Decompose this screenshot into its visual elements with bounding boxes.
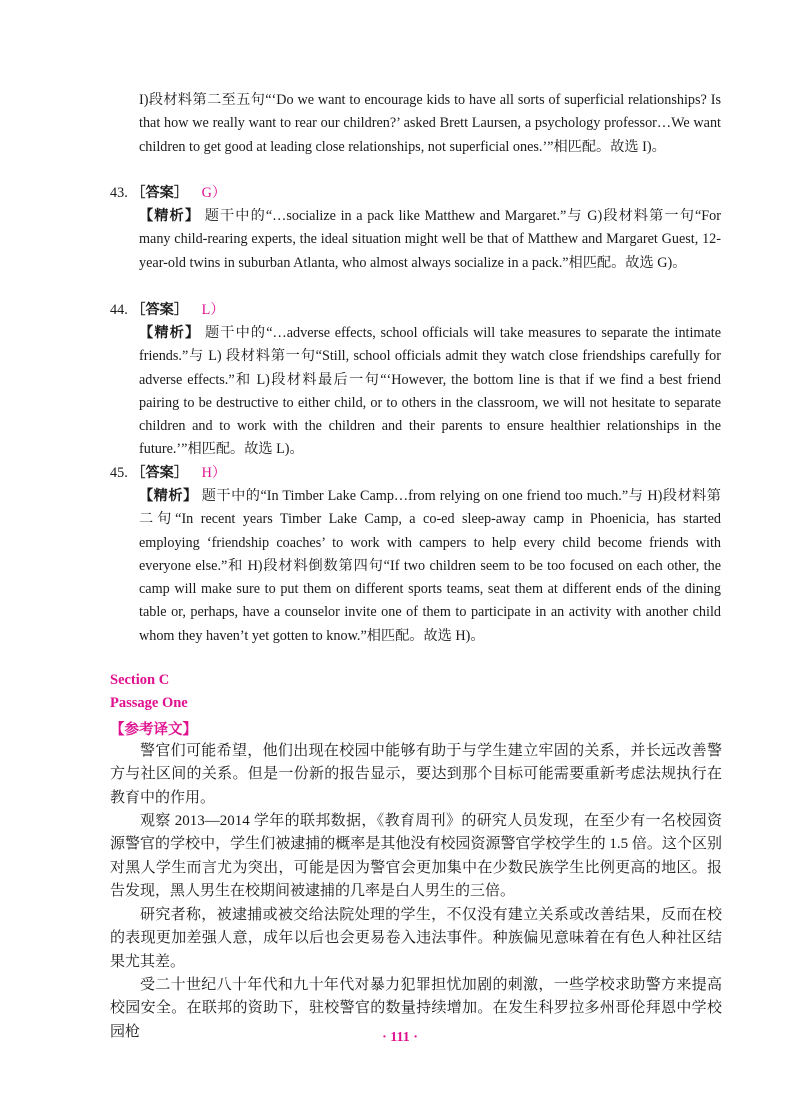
q42-analysis-continued: I)段材料第二至五句“‘Do we want to encourage kids to have all sorts of superficial relationships? Is that how we really want to rear our children?’ asked Brett Laursen, a psychology professor…We want children to get good at leading close relationships, not superficial ones.’”相匹配。故选 I)。 <box>139 92 721 155</box>
q44-answer-line <box>110 299 224 322</box>
section-heading: Section C <box>110 672 170 688</box>
q43-answer-label: ［答案］ <box>131 185 189 201</box>
cn-paragraph-1: 警官们可能希望，他们出现在校园中能够有助于与学生建立牢固的关系，并长远改善警方与社区间的关系。但是一份新的报告显示，要达到那个目标可能需要重新考虑法规执行在教育中的作用。 <box>110 743 722 806</box>
q45-analysis <box>139 485 721 648</box>
q44-number: 44. <box>110 302 128 318</box>
cn-paragraph-3: 研究者称，被逮捕或被交给法院处理的学生，不仅没有建立关系或改善结果，反而在校的表现更加差强人意，成年以后也会更易卷入违法事件。种族偏见意味着在有色人种社区结果尤其差。 <box>110 907 722 970</box>
q43-analysis-text: 题干中的“…socialize in a pack like Matthew and Margaret.”与 G)段材料第一句“For many child-rearing experts, the ideal situation might well be that of Matthew and Margaret Guest, 12-year-old twins in suburban Atlanta, who almost always socialize in a pack.”相匹配。故选 G)。 <box>139 208 721 271</box>
translation-heading: 【参考译文】 <box>110 722 197 738</box>
q43-answer-line <box>110 182 226 205</box>
q45-answer: H） <box>201 465 227 481</box>
page-number: · 111 · <box>382 1030 418 1045</box>
passage-heading: Passage One <box>110 695 188 711</box>
q44-analysis-text: 题干中的“…adverse effects, school officials will take measures to separate the intimate friends.”与 L) 段材料第一句“Still, school officials admit they watch close friendships carefully for adverse effects.”和 L)段材料最后一句“‘However, the bottom line is that if we find a best friend pairing to be destructive to either child, or to others in the classroom, we will not hesitate to separate children and to work with the children and their parents to ensure healthier relationships in the future.’”相匹配。故选 L)。 <box>139 325 721 458</box>
q45-analysis-label: 【精析】 <box>139 488 198 504</box>
cn-paragraph-4: 受二十世纪八十年代和九十年代对暴力犯罪担忧加剧的刺激，一些学校求助警方来提高校园安全。在联邦的资助下，驻校警官的数量持续增加。在发生科罗拉多州哥伦拜恩中学校园枪 <box>110 977 722 1040</box>
q45-answer-label: ［答案］ <box>131 465 189 481</box>
q44-answer: L） <box>201 302 225 318</box>
q44-analysis-label: 【精析】 <box>139 325 201 341</box>
q43-number: 43. <box>110 185 128 201</box>
q43-analysis <box>139 205 721 275</box>
q45-answer-line <box>110 462 226 485</box>
q43-analysis-label: 【精析】 <box>139 208 201 224</box>
q44-answer-label: ［答案］ <box>131 302 189 318</box>
cn-paragraph-2: 观察 2013—2014 学年的联邦数据，《教育周刊》的研究人员发现，在至少有一名校园资源警官的学校中，学生们被逮捕的概率是其他没有校园资源警官学校学生的 1.5 倍。这个区别对黑人学生而言尤为突出，可能是因为警官会更加集中在少数民族学生比例更高的地区。报告发现，黑人男生在校期间被逮捕的几率是白人男生的三倍。 <box>110 813 722 899</box>
q43-answer: G） <box>201 185 227 201</box>
q44-analysis <box>139 322 721 462</box>
q45-number: 45. <box>110 465 128 481</box>
q45-analysis-text: 题干中的“In Timber Lake Camp…from relying on one friend too much.”与 H)段材料第二句“In recent years Timber Lake Camp, a co-ed sleep-away camp in Phoenicia, has started employing ‘friendship coaches’ to work with campers to help every child become friends with everyone else.”和 H)段材料倒数第四句“If two children seem to be too focused on each other, the camp will make sure to put them on different sports teams, seat them at different ends of the dining table or, perhaps, have a counselor invite one of them to participate in an activity with another child whom they haven’t yet gotten to know.”相匹配。故选 H)。 <box>139 488 721 644</box>
